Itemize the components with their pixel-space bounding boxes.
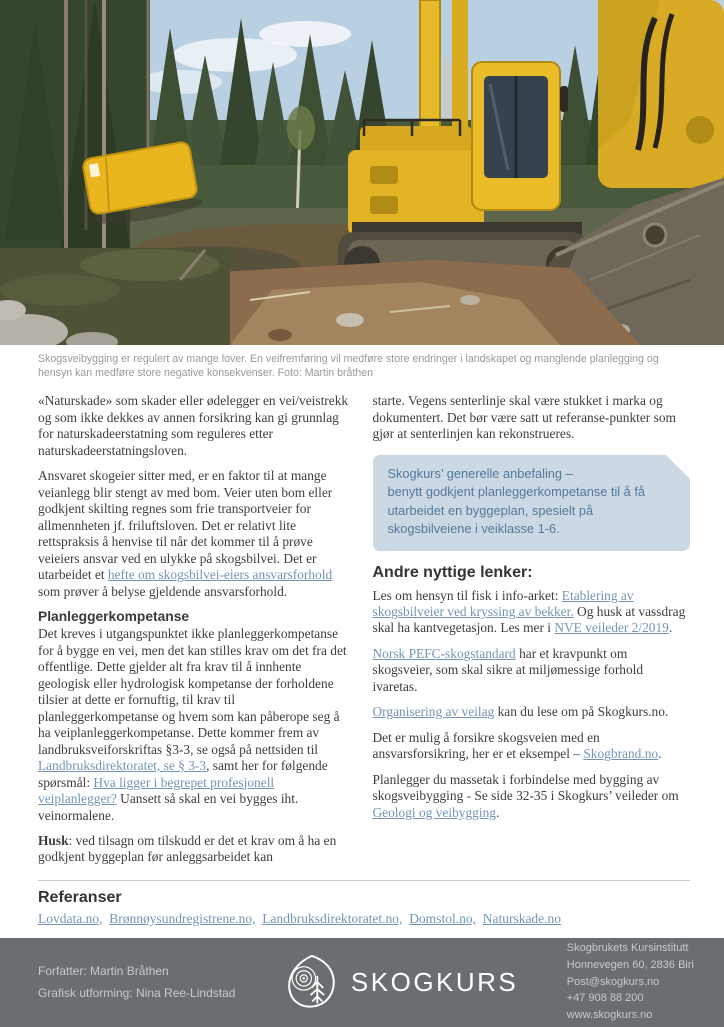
inline-link[interactable]: Norsk PEFC-skogstandard bbox=[372, 645, 516, 661]
text-run: Det er mulig å forsikre skogsveien med en ansvarsforsikring, her er et eksempel – bbox=[372, 729, 600, 762]
photo-caption: Skogsveibygging er regulert av mange lover. En veifremføring vil medføre store endringer i landskapet og manglende planlegging og hensyn kan medføre store negative konsekvenser. Foto: Martin bråthen bbox=[38, 353, 659, 380]
inline-link[interactable]: Hva ligger i begrepet profesjonell veiplanlegger? bbox=[38, 774, 275, 807]
body-paragraph bbox=[373, 646, 691, 695]
article-column-right bbox=[373, 393, 691, 875]
article-column-left bbox=[38, 393, 356, 875]
hero-photo-illustration bbox=[0, 0, 724, 345]
hero-photo bbox=[0, 0, 724, 345]
inline-link[interactable]: Skogbrand.no bbox=[583, 746, 659, 762]
inline-link[interactable]: hefte om skogsbilvei-eiers ansvarsforhold bbox=[107, 567, 333, 583]
body-paragraph bbox=[373, 393, 691, 442]
recommendation-box bbox=[373, 455, 691, 551]
footer-credits bbox=[38, 960, 235, 1004]
body-paragraph bbox=[373, 730, 691, 763]
contact-line: www.skogkurs.no bbox=[566, 1009, 653, 1022]
text-run: «Naturskade» som skader eller ødelegger en vei/veistrekk og som ikke dekkes av annen forsikring kan gi grunnlag for naturskadeerstatning som reguleres etter naturskadeerstatningsloven. bbox=[38, 393, 349, 458]
section-divider bbox=[38, 880, 690, 881]
text-run: Les om hensyn til fisk i info-arket: bbox=[372, 587, 562, 603]
recommendation-text: Skogkurs’ generelle anbefaling – benytt godkjent planleggerkompetanse til å få utarbeidet en byggeplan, spesielt på skogsbilveiene i veiklasse 1-6. bbox=[387, 465, 646, 537]
reference-link[interactable]: Domstol.no, bbox=[409, 910, 476, 926]
credit-line: Forfatter: Martin Bråthen bbox=[38, 963, 169, 978]
text-run: Og husk at vassdrag skal ha kantvegetasjon. Les mer i bbox=[372, 604, 686, 636]
excavator-cab bbox=[472, 62, 568, 210]
footer-contact bbox=[567, 940, 694, 1024]
body-paragraph bbox=[38, 468, 356, 600]
skogkurs-logo-icon bbox=[284, 953, 338, 1011]
text-run: . bbox=[658, 746, 662, 762]
brand-group bbox=[284, 953, 518, 1011]
contact-line: +47 908 88 200 bbox=[566, 992, 644, 1005]
references-heading: Referanser bbox=[38, 888, 122, 906]
text-run: : ved tilsagn om tilskudd er det et krav om å ha en godkjent byggeplan før anleggsarbeidet kan bbox=[38, 833, 337, 865]
body-paragraph bbox=[373, 772, 691, 821]
brand-wordmark: SKOGKURS bbox=[350, 966, 519, 997]
text-run: Uansett så skal en vei bygges iht. veinormalene. bbox=[38, 791, 299, 823]
contact-line: Post@skogkurs.no bbox=[566, 975, 660, 988]
text-run: som prøver å belyse gjeldende ansvarsforhold. bbox=[38, 583, 288, 599]
reference-link[interactable]: Landbruksdirektoratet.no, bbox=[262, 910, 403, 926]
inline-link[interactable]: Etablering av skogsbilveier ved kryssing av bekker. bbox=[372, 587, 634, 619]
credit-line: Grafisk utforming: Nina Ree-Lindstad bbox=[38, 986, 236, 1001]
text-run: Det kreves i utgangspunktet ikke planleggerkompetanse for å bygge en vei, men det kan stilles krav om det fra det offentlige. Dette gjelder alt fra krav til å innhente geologisk eller hydrologisk kompetanse der forholdene tilsier at dette er fornuftig, til krav til planleggerkompetanse og hvem som kan påberope seg å ha veiplanleggerkompetanse. Dette kommer frem av landbruksveiforskriftas §3-3, se også på nettsiden til bbox=[38, 626, 347, 757]
text-run: Ansvaret skogeier sitter med, er en faktor til at mange veianlegg blir stengt av med bom. Veier uten bom eller godkjent skilting regnes som frie transportveier for allmennheten jf. friluftsloven. Det er relativt lite rettspraksis å henvise til når det kommer til å prøve veieiers ansvar ved en ulykke på skogsbilvei. Det er utarbeidet et bbox=[38, 468, 333, 583]
text-run: starte. Vegens senterlinje skal være stukket i marka og dokumentert. Det bør være satt ut referanse-punkter som gjør at senterlinjen kan rekonstrueres. bbox=[372, 393, 676, 442]
body-paragraph bbox=[373, 588, 691, 637]
text-run: , samt her for følgende spørsmål: bbox=[38, 758, 328, 790]
contact-line: Skogbrukets Kursinstitutt bbox=[566, 942, 689, 955]
inline-link[interactable]: Organisering av veilag bbox=[372, 704, 495, 720]
inline-link[interactable]: Landbruksdirektoratet, se § 3-3 bbox=[38, 758, 207, 774]
body-paragraph bbox=[38, 393, 356, 459]
bold-text: Husk bbox=[38, 833, 69, 848]
references-section bbox=[38, 889, 690, 928]
text-run: kan du lese om på Skogkurs.no. bbox=[494, 704, 669, 720]
contact-line: Honnevegen 60, 2836 Biri bbox=[566, 958, 694, 971]
article-columns bbox=[38, 393, 690, 875]
body-paragraph bbox=[38, 626, 356, 824]
reference-link[interactable]: Lovdata.no, bbox=[38, 910, 103, 926]
text-run: Planlegger du massetak i forbindelse med bygging av skogsveibygging - Se side 32-35 i Skogkurs’ veileder om bbox=[372, 771, 679, 804]
body-paragraph bbox=[38, 833, 356, 866]
reference-link[interactable]: Naturskade.no bbox=[482, 910, 562, 926]
references-links bbox=[38, 910, 690, 928]
section-heading: Andre nyttige lenker: bbox=[372, 563, 533, 581]
inline-link[interactable]: NVE veileder 2/2019 bbox=[554, 620, 669, 636]
body-paragraph bbox=[373, 704, 691, 720]
page-footer bbox=[0, 938, 724, 1027]
text-run: har et kravpunkt om skogsveier, som skal sikre at miljømessige forhold ivaretas. bbox=[372, 645, 644, 694]
box-corner-fold bbox=[666, 455, 690, 479]
inline-link[interactable]: Geologi og veibygging bbox=[372, 804, 496, 820]
reference-link[interactable]: Brønnøysundregistrene.no, bbox=[109, 910, 256, 926]
section-heading: Planleggerkompetanse bbox=[38, 609, 190, 625]
text-run: . bbox=[495, 804, 500, 820]
text-run: . bbox=[668, 620, 673, 636]
